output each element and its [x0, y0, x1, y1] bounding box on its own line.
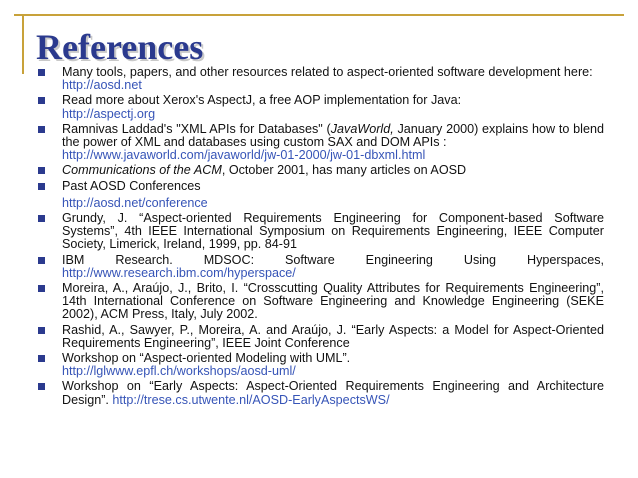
- reference-emphasis: Communications of the ACM: [62, 163, 222, 178]
- square-bullet-icon: [38, 355, 45, 362]
- square-bullet-icon: [38, 97, 45, 104]
- reference-text: Many tools, papers, and other resources related to aspect-oriented software development here:: [62, 65, 593, 79]
- reference-link[interactable]: http://trese.cs.utwente.nl/AOSD-EarlyAspectsWS/: [112, 392, 390, 407]
- list-item: [38, 164, 604, 177]
- square-bullet-icon: [38, 215, 45, 222]
- square-bullet-icon: [38, 167, 45, 174]
- list-item: [38, 66, 604, 92]
- reference-link[interactable]: http://lglwww.epfl.ch/workshops/aosd-uml/: [62, 364, 296, 379]
- list-item: [38, 352, 604, 378]
- list-item: [38, 212, 604, 252]
- reference-text: , October 2001, has many articles on AOSD: [221, 163, 467, 178]
- square-bullet-icon: [38, 383, 45, 390]
- reference-text: January 2000) explains how to blend the power of XML and databases using custom SAX and DOM APIs :: [62, 121, 604, 150]
- reference-text: Grundy, J. “Aspect-oriented Requirements Engineering for Component-based Software Systems”, 4th IEEE International Symposium on Requirements Engineering, IEEE Computer Society, Limerick, Ireland, 1999, pp. 84-91: [62, 211, 604, 252]
- reference-list: [38, 66, 604, 409]
- reference-text: Rashid, A., Sawyer, P., Moreira, A. and Araújo, J. “Early Aspects: a Model for Aspect-Oriented Requirements Engineering”, IEEE Joint Conference: [62, 322, 604, 350]
- reference-link[interactable]: http://www.research.ibm.com/hyperspace/: [62, 265, 296, 280]
- top-decorative-rule: [14, 14, 624, 16]
- reference-link[interactable]: http://aosd.net: [62, 78, 142, 93]
- list-item: [38, 254, 604, 280]
- reference-text: IBM Research. MDSOC: Software Engineering Using Hyperspaces,: [62, 252, 604, 267]
- reference-emphasis: JavaWorld,: [330, 121, 394, 136]
- list-item: [38, 324, 604, 350]
- square-bullet-icon: [38, 183, 45, 190]
- list-item: [38, 380, 604, 406]
- reference-text: Ramnivas Laddad's "XML APIs for Databases" (: [62, 121, 331, 136]
- slide-title: References: [36, 27, 204, 67]
- left-decorative-rule: [22, 14, 24, 74]
- list-item: [38, 123, 604, 163]
- square-bullet-icon: [38, 69, 45, 76]
- reference-text: Workshop on “Aspect-oriented Modeling with UML”.: [62, 351, 351, 366]
- list-item: [38, 282, 604, 322]
- reference-link[interactable]: http://aspectj.org: [62, 106, 156, 121]
- reference-link[interactable]: http://aosd.net/conference: [62, 195, 208, 210]
- reference-link[interactable]: http://www.javaworld.com/javaworld/jw-01-2000/jw-01-dbxml.html: [62, 148, 426, 163]
- square-bullet-icon: [38, 257, 45, 264]
- reference-text: Read more about Xerox's AspectJ, a free AOP implementation for Java:: [62, 93, 462, 108]
- list-item: [38, 94, 604, 120]
- square-bullet-icon: [38, 327, 45, 334]
- square-bullet-icon: [38, 285, 45, 292]
- list-item: [38, 180, 604, 210]
- reference-text: Workshop on “Early Aspects: Aspect-Oriented Requirements Engineering and Architecture Design”.: [62, 379, 604, 407]
- reference-text: Past AOSD Conferences: [62, 178, 201, 193]
- reference-text: Moreira, A., Araújo, J., Brito, I. “Crosscutting Quality Attributes for Requirements Engineering”, 14th International Conference on Software Engineering and Knowledge Engineering (SEKE 2002), ACM Press, Italy, July 2002.: [62, 281, 604, 322]
- square-bullet-icon: [38, 126, 45, 133]
